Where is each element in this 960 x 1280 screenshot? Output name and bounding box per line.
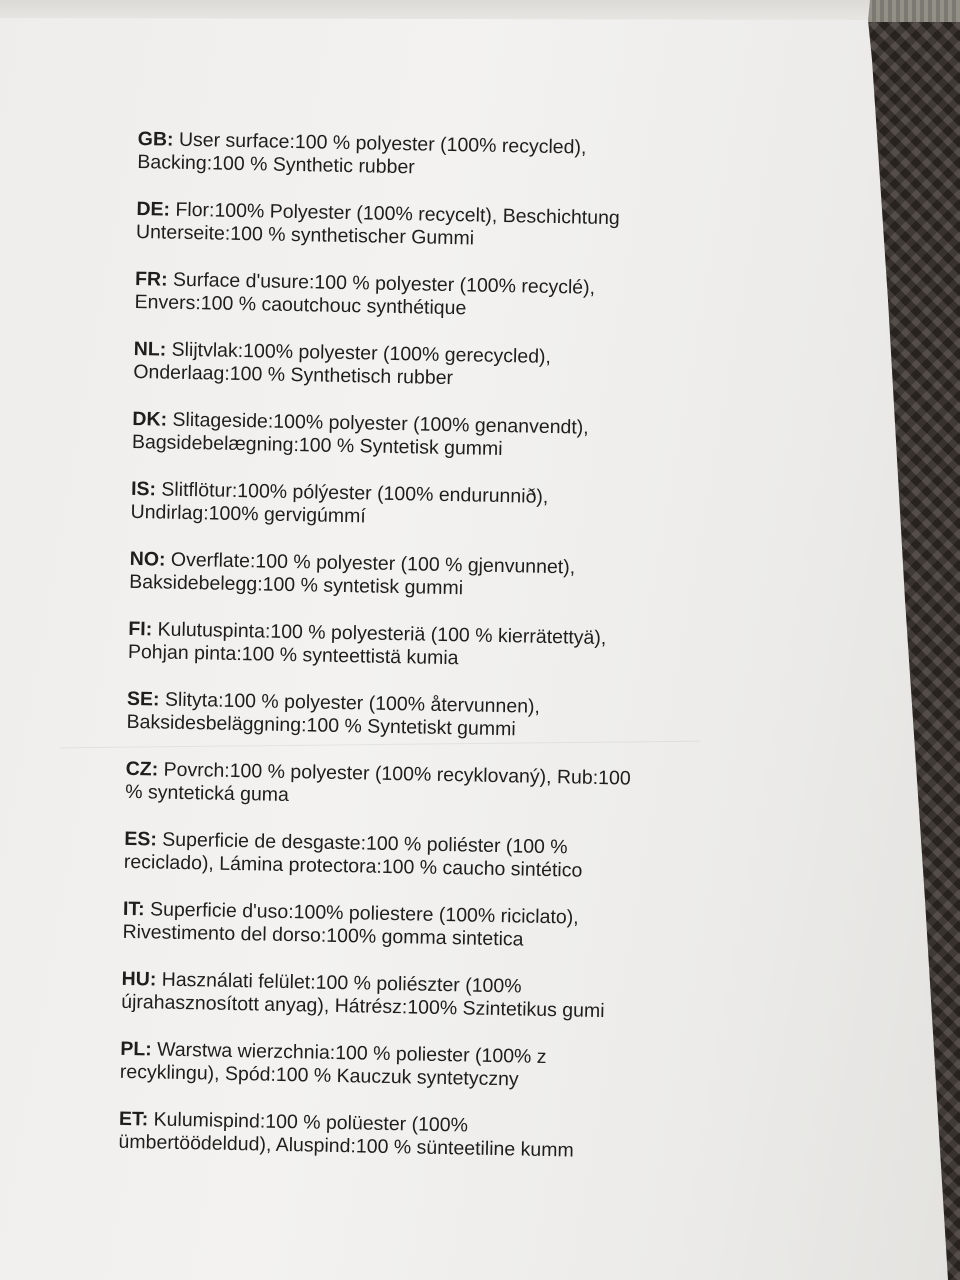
- language-entry: [126, 688, 747, 746]
- composition-text: Baksidesbeläggning:100 % Syntetiskt gummi: [126, 710, 516, 741]
- language-entry: [136, 198, 757, 256]
- composition-text: Baksidebelegg:100 % syntetisk gummi: [129, 570, 464, 600]
- language-code: IT:: [122, 897, 145, 921]
- composition-text: Bagsidebelægning:100 % Syntetisk gummi: [131, 430, 503, 461]
- composition-text: Slityta:100 % polyester (100% återvunnen),: [164, 688, 541, 718]
- composition-text: Slitageside:100% polyester (100% genanvendt),: [172, 408, 589, 439]
- language-entry: [133, 338, 754, 396]
- language-entry: [128, 618, 749, 676]
- composition-text: Flor:100% Polyester (100% recycelt), Beschichtung: [175, 198, 620, 230]
- composition-text: Backing:100 % Synthetic rubber: [137, 150, 416, 179]
- composition-text: Envers:100 % caoutchouc synthétique: [134, 290, 467, 320]
- language-code: FI:: [128, 617, 153, 641]
- composition-text: User surface:100 % polyester (100% recycled),: [178, 128, 587, 159]
- language-code: DE:: [136, 197, 171, 221]
- language-entry: [124, 828, 745, 886]
- language-entry: [121, 968, 742, 1026]
- language-code: FR:: [134, 267, 168, 291]
- composition-text: Overflate:100 % polyester (100 % gjenvunnet),: [170, 548, 576, 579]
- material-composition-list: [118, 128, 758, 1190]
- composition-text: Rivestimento del dorso:100% gomma sintetica: [122, 920, 524, 951]
- language-code: ES:: [124, 827, 158, 851]
- composition-text: Használati felület:100 % poliészter (100%: [161, 968, 522, 998]
- language-code: ET:: [118, 1107, 149, 1131]
- composition-text: Pohjan pinta:100 % synteettistä kumia: [127, 640, 459, 670]
- composition-text: Slitflötur:100% pólýester (100% endurunnið),: [161, 478, 549, 508]
- language-entry: [125, 758, 746, 816]
- language-code: IS:: [130, 477, 157, 501]
- language-code: NO:: [129, 547, 166, 571]
- composition-text: Warstwa wierzchnia:100 % poliester (100% z: [156, 1038, 547, 1069]
- language-code: CZ:: [125, 757, 159, 781]
- language-entry: [129, 548, 750, 606]
- language-code: DK:: [132, 407, 168, 431]
- language-code: PL:: [120, 1037, 152, 1061]
- language-code: GB:: [137, 128, 174, 151]
- composition-text: recyklingu), Spód:100 % Kauczuk syntetyczny: [119, 1060, 519, 1091]
- composition-text: Surface d'usure:100 % polyester (100% recyclé),: [172, 268, 596, 299]
- composition-text: Superficie de desgaste:100 % poliéster (100 %: [162, 828, 568, 859]
- composition-text: Undirlag:100% gervigúmmí: [130, 500, 366, 528]
- language-entry: [122, 898, 743, 956]
- language-entry: [120, 1038, 741, 1096]
- language-entry: [134, 268, 755, 326]
- composition-text: Onderlaag:100 % Synthetisch rubber: [133, 360, 454, 390]
- language-entry: [118, 1108, 739, 1166]
- language-entry: [132, 408, 753, 466]
- composition-text: Kulumispind:100 % polüester (100%: [153, 1108, 469, 1137]
- composition-text: Kulutuspinta:100 % polyesteriä (100 % kierrätettyä),: [157, 618, 607, 650]
- composition-text: reciclado), Lámina protectora:100 % caucho sintético: [123, 850, 583, 882]
- composition-text: Slijtvlak:100% polyester (100% gerecycled),: [171, 338, 552, 368]
- language-entry: [130, 478, 751, 536]
- language-code: NL:: [133, 337, 167, 361]
- composition-text: Unterseite:100 % synthetischer Gummi: [135, 220, 475, 250]
- composition-text: Povrch:100 % polyester (100% recyklovaný), Rub:100: [163, 758, 631, 790]
- composition-text: % syntetická guma: [125, 780, 290, 807]
- language-code: SE:: [126, 687, 160, 711]
- composition-text: újrahasznosított anyag), Hátrész:100% Szintetikus gumi: [121, 990, 605, 1023]
- composition-text: Superficie d'uso:100% poliestere (100% riciclato),: [149, 898, 579, 929]
- language-code: HU:: [121, 967, 157, 991]
- composition-text: ümbertöödeldud), Aluspind:100 % sünteetiline kumm: [118, 1130, 574, 1162]
